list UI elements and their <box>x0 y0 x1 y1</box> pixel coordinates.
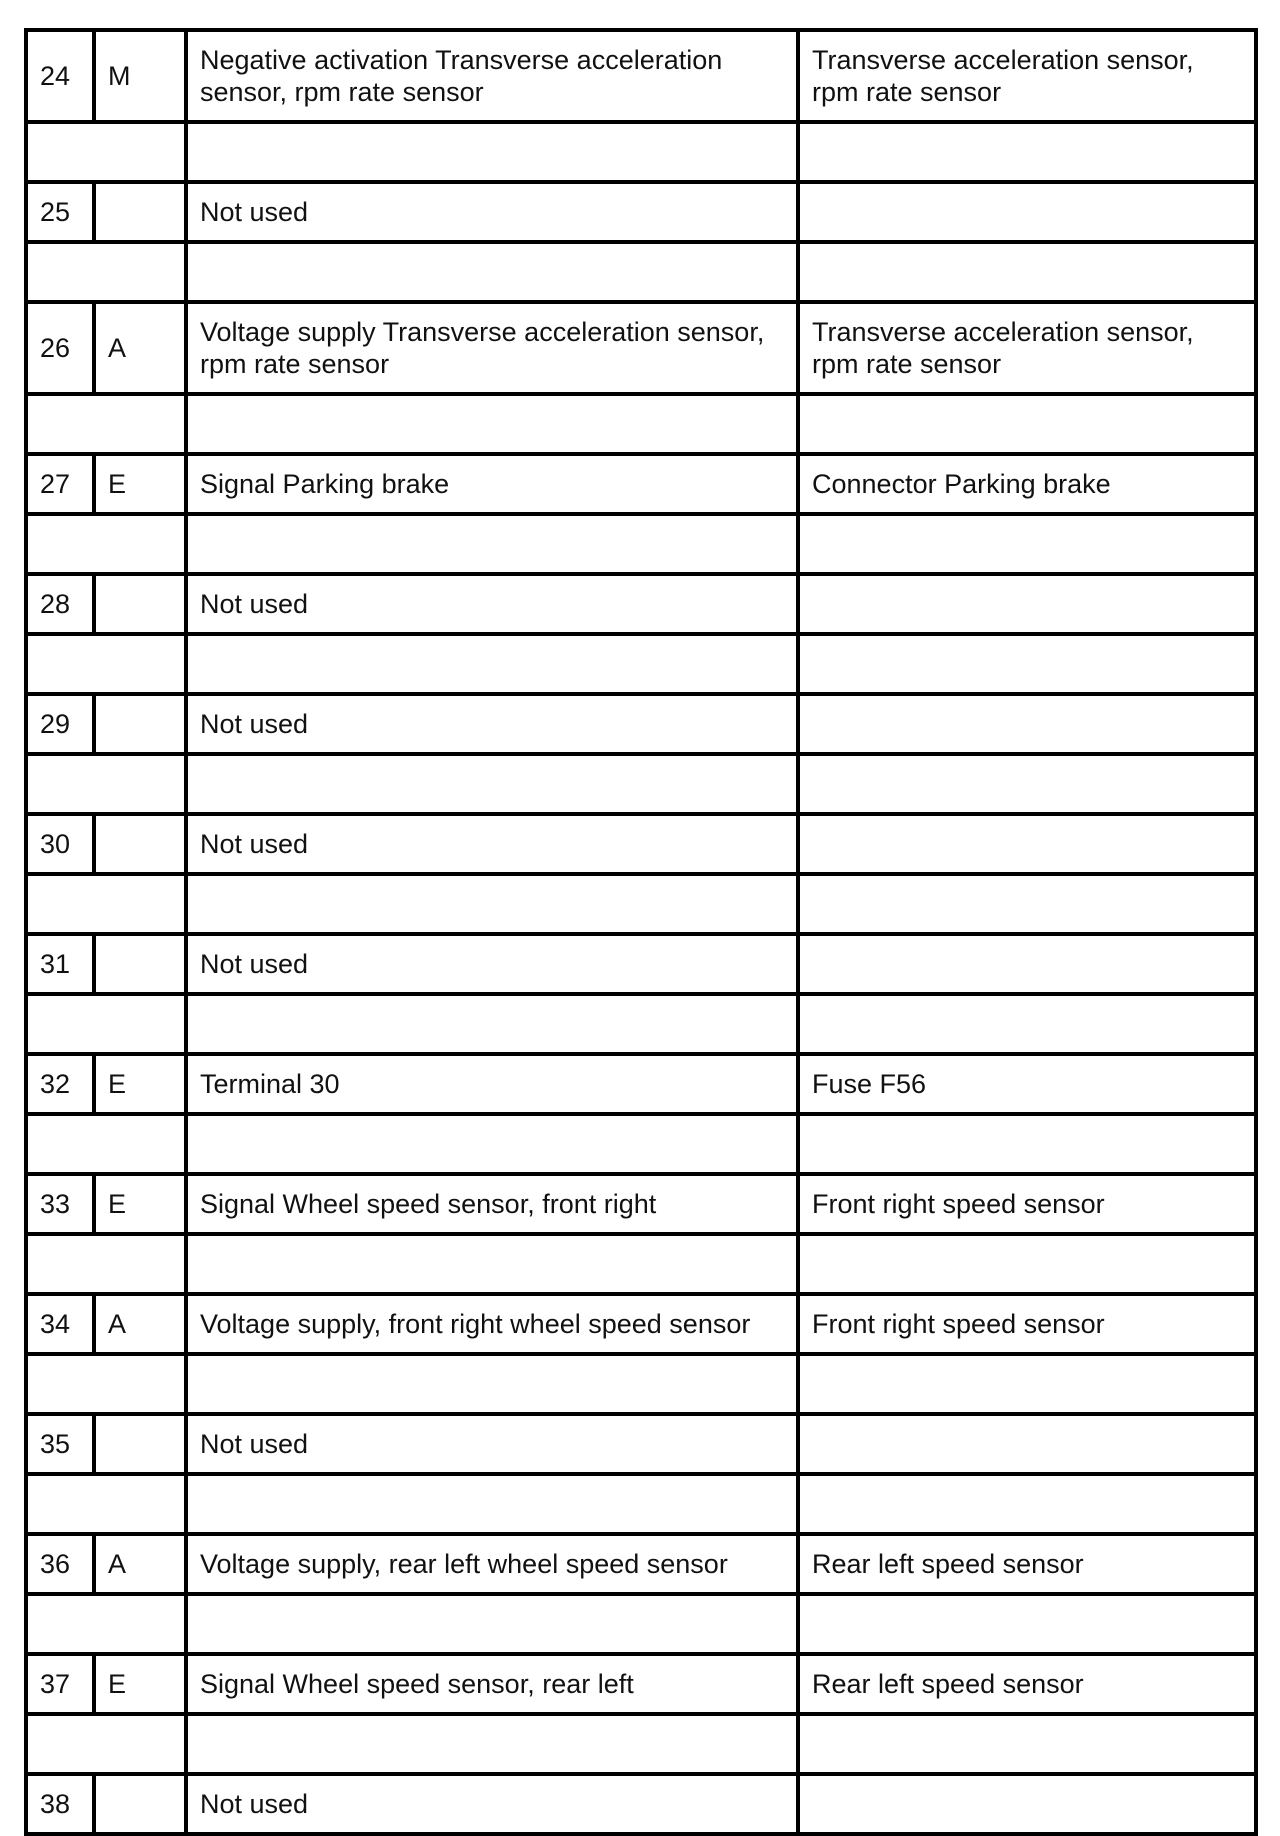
component-cell: Transverse acceleration sensor, rpm rate sensor <box>798 302 1256 394</box>
component-cell: Front right speed sensor <box>798 1294 1256 1354</box>
table-row <box>26 1054 1256 1114</box>
spacer-row <box>26 242 1256 302</box>
description-cell: Negative activation Transverse acceleration sensor, rpm rate sensor <box>186 30 798 122</box>
spacer-cell <box>798 1354 1256 1414</box>
pin-number-cell: 33 <box>26 1174 94 1234</box>
description-cell: Not used <box>186 1414 798 1474</box>
spacer-cell <box>798 242 1256 302</box>
signal-type-cell <box>94 182 186 242</box>
spacer-cell <box>798 874 1256 934</box>
spacer-cell <box>26 1234 186 1294</box>
spacer-cell <box>798 1594 1256 1654</box>
description-cell: Not used <box>186 574 798 634</box>
component-cell: Connector Parking brake <box>798 454 1256 514</box>
signal-type-cell <box>94 1414 186 1474</box>
signal-type-cell: A <box>94 1534 186 1594</box>
spacer-row <box>26 394 1256 454</box>
signal-type-cell <box>94 934 186 994</box>
spacer-cell <box>798 394 1256 454</box>
spacer-cell <box>798 1714 1256 1774</box>
component-cell: Fuse F56 <box>798 1054 1256 1114</box>
table-row <box>26 1654 1256 1714</box>
spacer-cell <box>26 1114 186 1174</box>
pin-number-cell: 35 <box>26 1414 94 1474</box>
spacer-cell <box>186 394 798 454</box>
spacer-cell <box>186 634 798 694</box>
component-cell <box>798 934 1256 994</box>
component-cell: Transverse acceleration sensor, rpm rate sensor <box>798 30 1256 122</box>
spacer-cell <box>186 874 798 934</box>
description-cell: Not used <box>186 814 798 874</box>
spacer-cell <box>186 122 798 182</box>
spacer-cell <box>26 122 186 182</box>
description-cell: Signal Parking brake <box>186 454 798 514</box>
pin-number-cell: 24 <box>26 30 94 122</box>
signal-type-cell: E <box>94 1654 186 1714</box>
spacer-cell <box>798 1234 1256 1294</box>
spacer-cell <box>798 1474 1256 1534</box>
spacer-cell <box>186 1714 798 1774</box>
signal-type-cell: E <box>94 1054 186 1114</box>
signal-type-cell <box>94 694 186 754</box>
component-cell <box>798 182 1256 242</box>
spacer-cell <box>798 994 1256 1054</box>
spacer-cell <box>186 994 798 1054</box>
table-row <box>26 1534 1256 1594</box>
table-row <box>26 934 1256 994</box>
component-cell: Rear left speed sensor <box>798 1534 1256 1594</box>
description-cell: Not used <box>186 182 798 242</box>
spacer-cell <box>26 754 186 814</box>
description-cell: Not used <box>186 694 798 754</box>
component-cell <box>798 694 1256 754</box>
spacer-cell <box>186 1114 798 1174</box>
spacer-row <box>26 1474 1256 1534</box>
table-row <box>26 1174 1256 1234</box>
table-row <box>26 1414 1256 1474</box>
spacer-cell <box>798 1114 1256 1174</box>
signal-type-cell: M <box>94 30 186 122</box>
pin-assignment-table <box>24 28 1258 1836</box>
table-row <box>26 454 1256 514</box>
spacer-cell <box>26 1474 186 1534</box>
spacer-cell <box>26 874 186 934</box>
description-cell: Voltage supply Transverse acceleration sensor, rpm rate sensor <box>186 302 798 394</box>
description-cell: Voltage supply, front right wheel speed sensor <box>186 1294 798 1354</box>
spacer-cell <box>186 242 798 302</box>
description-cell: Not used <box>186 934 798 994</box>
spacer-cell <box>26 994 186 1054</box>
spacer-cell <box>26 394 186 454</box>
spacer-row <box>26 634 1256 694</box>
spacer-cell <box>26 514 186 574</box>
signal-type-cell: E <box>94 454 186 514</box>
table-row <box>26 302 1256 394</box>
table-row <box>26 574 1256 634</box>
pin-number-cell: 34 <box>26 1294 94 1354</box>
table-row <box>26 30 1256 122</box>
description-cell: Signal Wheel speed sensor, front right <box>186 1174 798 1234</box>
spacer-cell <box>186 514 798 574</box>
spacer-cell <box>798 514 1256 574</box>
signal-type-cell <box>94 574 186 634</box>
pin-number-cell: 28 <box>26 574 94 634</box>
signal-type-cell: A <box>94 302 186 394</box>
component-cell <box>798 1774 1256 1834</box>
spacer-cell <box>186 1354 798 1414</box>
pin-number-cell: 32 <box>26 1054 94 1114</box>
pin-number-cell: 29 <box>26 694 94 754</box>
description-cell: Terminal 30 <box>186 1054 798 1114</box>
spacer-row <box>26 514 1256 574</box>
signal-type-cell: A <box>94 1294 186 1354</box>
component-cell <box>798 814 1256 874</box>
table-row <box>26 1774 1256 1834</box>
pin-number-cell: 36 <box>26 1534 94 1594</box>
spacer-row <box>26 874 1256 934</box>
pin-number-cell: 38 <box>26 1774 94 1834</box>
spacer-cell <box>798 634 1256 694</box>
spacer-row <box>26 1714 1256 1774</box>
spacer-row <box>26 1114 1256 1174</box>
spacer-cell <box>186 754 798 814</box>
spacer-row <box>26 1594 1256 1654</box>
spacer-cell <box>798 122 1256 182</box>
spacer-cell <box>26 242 186 302</box>
table-row <box>26 1294 1256 1354</box>
component-cell <box>798 1414 1256 1474</box>
pin-number-cell: 30 <box>26 814 94 874</box>
signal-type-cell <box>94 814 186 874</box>
spacer-row <box>26 754 1256 814</box>
spacer-cell <box>26 1594 186 1654</box>
spacer-cell <box>186 1474 798 1534</box>
component-cell <box>798 574 1256 634</box>
table-body <box>26 30 1256 1834</box>
spacer-cell <box>26 1354 186 1414</box>
spacer-cell <box>26 634 186 694</box>
component-cell: Rear left speed sensor <box>798 1654 1256 1714</box>
signal-type-cell <box>94 1774 186 1834</box>
spacer-cell <box>186 1594 798 1654</box>
table-row <box>26 694 1256 754</box>
pin-number-cell: 31 <box>26 934 94 994</box>
description-cell: Voltage supply, rear left wheel speed sensor <box>186 1534 798 1594</box>
pin-number-cell: 25 <box>26 182 94 242</box>
pin-number-cell: 26 <box>26 302 94 394</box>
spacer-cell <box>186 1234 798 1294</box>
spacer-cell <box>798 754 1256 814</box>
description-cell: Signal Wheel speed sensor, rear left <box>186 1654 798 1714</box>
description-cell: Not used <box>186 1774 798 1834</box>
spacer-row <box>26 1234 1256 1294</box>
spacer-cell <box>26 1714 186 1774</box>
pin-number-cell: 37 <box>26 1654 94 1714</box>
signal-type-cell: E <box>94 1174 186 1234</box>
spacer-row <box>26 122 1256 182</box>
spacer-row <box>26 1354 1256 1414</box>
pin-number-cell: 27 <box>26 454 94 514</box>
table-row <box>26 814 1256 874</box>
table-row <box>26 182 1256 242</box>
spacer-row <box>26 994 1256 1054</box>
component-cell: Front right speed sensor <box>798 1174 1256 1234</box>
